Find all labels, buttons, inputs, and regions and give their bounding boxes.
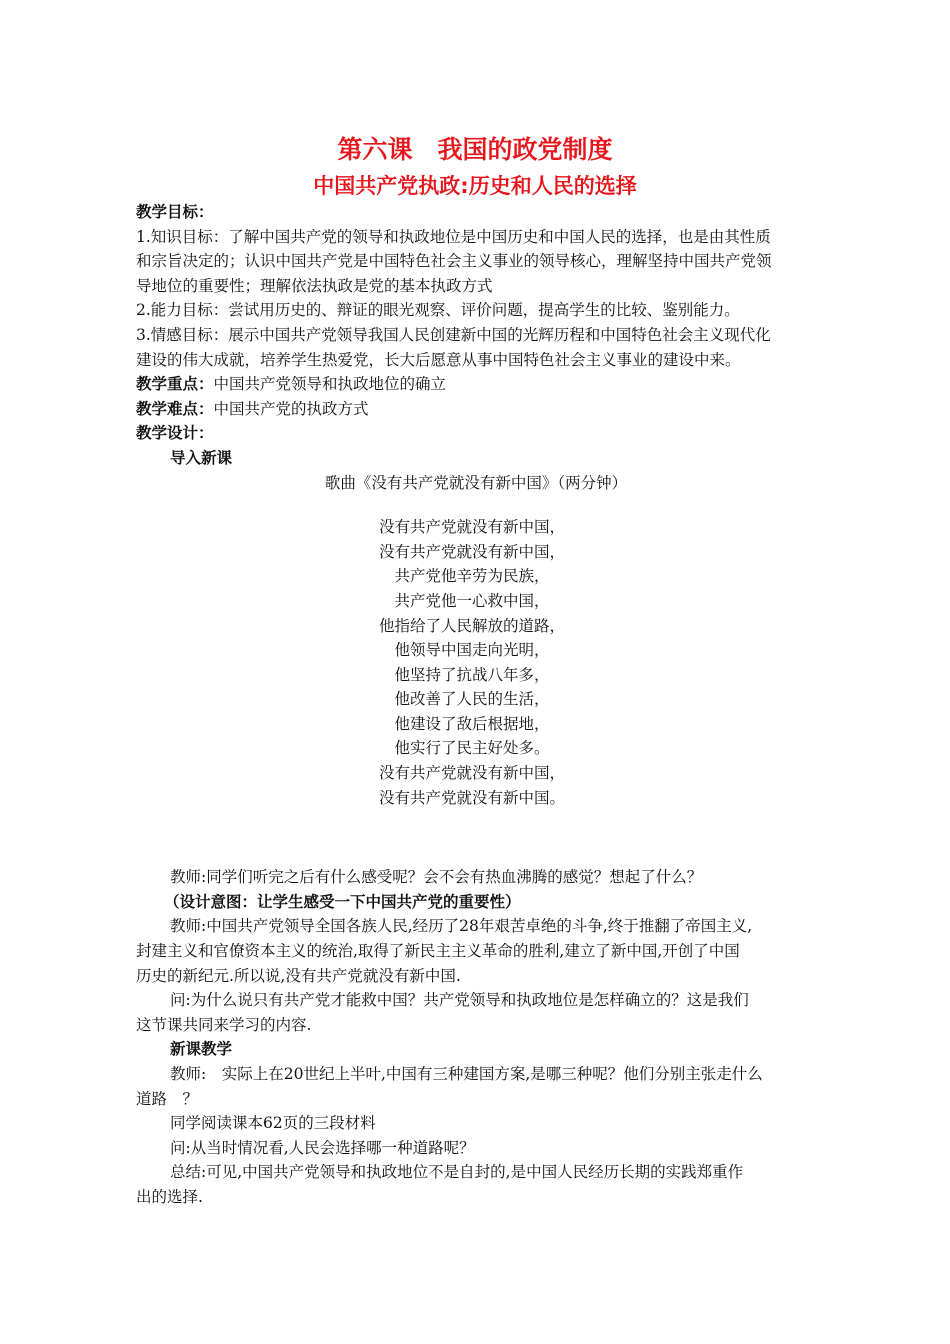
- song-line: 他改善了人民的生活，: [394, 690, 550, 709]
- teacher-question: 教师:同学们听完之后有什么感受呢？会不会有热血沸腾的感觉？想起了什么？: [170, 868, 703, 887]
- song-line: 没有共产党就没有新中国，: [378, 764, 565, 783]
- teacher-paragraph-line: 道路 ？: [136, 1089, 199, 1108]
- summary-line: 总结:可见,中国共产党领导和执政地位不是自封的,是中国人民经历长期的实践郑重作: [170, 1163, 744, 1182]
- song-line: 他领导中国走向光明，: [394, 641, 550, 660]
- objective-line: 3.情感目标：展示中国共产党领导我国人民创建新中国的光辉历程和中国特色社会主义现代化: [136, 325, 771, 344]
- objective-line: 导地位的重要性；理解依法执政是党的基本执政方式: [136, 276, 493, 295]
- spacer: [136, 495, 816, 515]
- design-heading: 教学设计：: [136, 424, 214, 443]
- song-line: 没有共产党就没有新中国，: [378, 518, 565, 537]
- song-title: 歌曲《没有共产党就没有新中国》（两分钟）: [324, 473, 628, 492]
- objective-line: 2.能力目标：尝试用历史的、辩证的眼光观察、评价问题，提高学生的比较、鉴别能力。: [136, 301, 740, 320]
- song-line: 共产党他辛劳为民族，: [394, 567, 550, 586]
- intro-heading: 导入新课: [170, 448, 233, 467]
- teacher-paragraph-line: 教师:中国共产党领导全国各族人民,经历了28年艰苦卓绝的斗争,终于推翻了帝国主义,: [170, 917, 753, 936]
- difficulty: [136, 397, 816, 422]
- song-line: 他建设了敌后根据地，: [394, 714, 550, 733]
- key-point-label: 教学重点：: [136, 375, 214, 394]
- song-line: 没有共产党就没有新中国。: [378, 788, 565, 807]
- document-body: [136, 200, 816, 1210]
- key-point: [136, 372, 816, 397]
- difficulty-text: 中国共产党的执政方式: [213, 399, 369, 418]
- objectives-heading: 教学目标：: [136, 203, 214, 221]
- difficulty-label: 教学难点：: [136, 399, 214, 418]
- question-line: 这节课共同来学习的内容.: [136, 1015, 312, 1034]
- key-point-text: 中国共产党领导和执政地位的确立: [213, 375, 447, 394]
- teacher-paragraph-line: 教师: 实际上在20世纪上半叶,中国有三种建国方案,是哪三种呢？他们分别主张走什么: [170, 1065, 763, 1083]
- objective-line: 和宗旨决定的；认识中国共产党是中国特色社会主义事业的领导核心，理解坚持中国共产党领: [136, 252, 772, 271]
- teacher-paragraph-line: 历史的新纪元.所以说,没有共产党就没有新中国.: [136, 966, 461, 985]
- lesson-subtitle: 中国共产党执政:历史和人民的选择: [313, 174, 637, 198]
- summary-line: 出的选择.: [136, 1187, 203, 1206]
- spacer: [136, 810, 816, 865]
- song-line: 共产党他一心救中国，: [394, 591, 550, 610]
- song-line: 他指给了人民解放的道路，: [378, 616, 565, 635]
- lesson-title: 第六课 我国的政党制度: [337, 135, 613, 164]
- design-intent: （设计意图：让学生感受一下中国共产党的重要性）: [164, 892, 521, 911]
- reading-task: 同学阅读课本62页的三段材料: [170, 1114, 376, 1133]
- song-line: 他实行了民主好处多。: [394, 739, 550, 758]
- teacher-paragraph-line: 封建主义和官僚资本主义的统治,取得了新民主主义革命的胜利,建立了新中国,开创了中国: [136, 942, 740, 961]
- question-line: 问:为什么说只有共产党才能救中国？共产党领导和执政地位是怎样确立的？这是我们: [170, 991, 749, 1010]
- question-line: 问:从当时情况看,人民会选择哪一种道路呢？: [170, 1138, 475, 1157]
- objective-line: 建设的伟大成就，培养学生热爱党，长大后愿意从事中国特色社会主义事业的建设中来。: [136, 350, 741, 369]
- song-line: 没有共产党就没有新中国，: [378, 542, 565, 561]
- song-line: 他坚持了抗战八年多，: [394, 665, 550, 684]
- new-lesson-heading: 新课教学: [170, 1040, 233, 1059]
- objective-line: 1.知识目标：了解中国共产党的领导和执政地位是中国历史和中国人民的选择，也是由其性质: [136, 227, 771, 246]
